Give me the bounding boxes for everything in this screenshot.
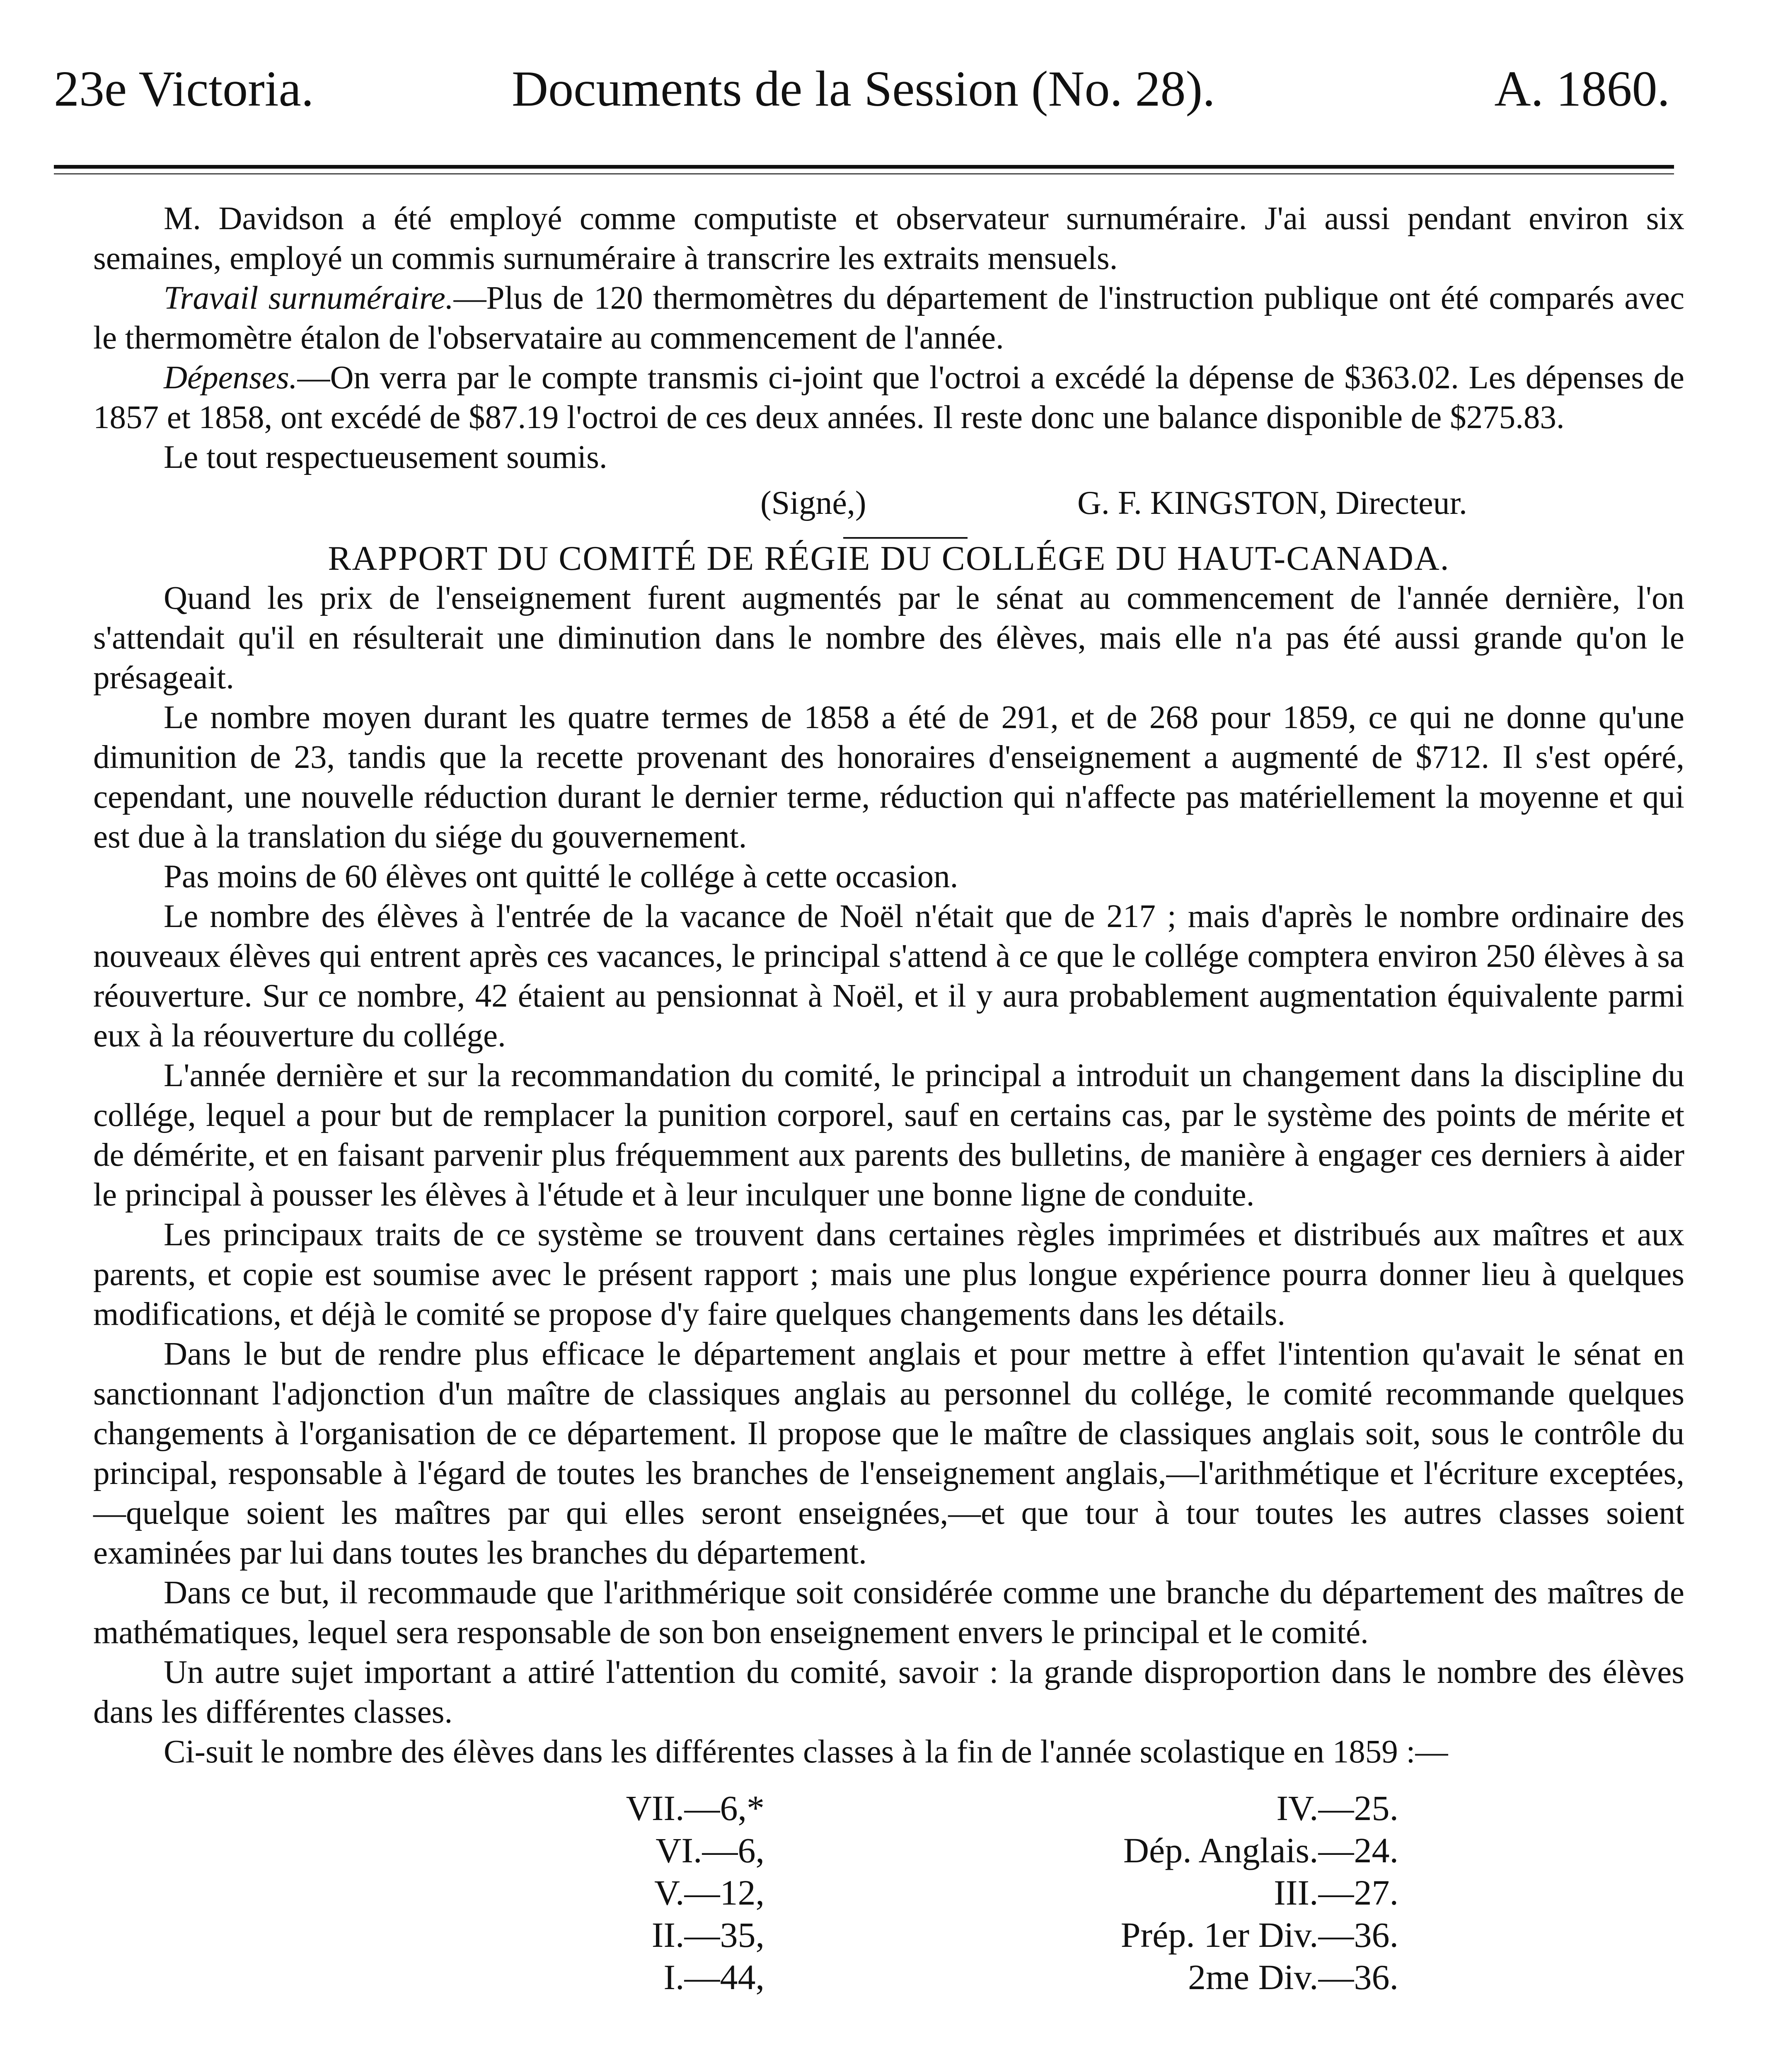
paragraph: M. Davidson a été employé comme computiste et observateur surnuméraire. J'ai aussi pendant environ six semaines, employé un commis surnuméraire à transcrire les extraits mensuels. xyxy=(93,201,1684,276)
class-count: IV.—25. xyxy=(1276,1788,1398,1828)
depenses-title: Dépenses. xyxy=(164,360,298,396)
report-paragraph: Dans le but de rendre plus efficace le département anglais et pour mettre à effet l'intention qu'avait le sénat en sanctionnant l'adjonction d'un maître de classiques anglais au personnel du collége, le comité recommande quelques changements à l'organisation de ce département. Il propose que le maître de classiques anglais soit, sous le contrôle du principal, responsable à l'égard de toutes les branches de l'enseignement anglais,—l'arithmétique et l'écriture exceptées,—quelque soient les maîtres par qui elles seront enseignées,—et que tour à tour toutes les autres classes soient examinées par lui dans toutes les branches du département. xyxy=(93,1336,1684,1571)
class-count: VII.—6,* xyxy=(626,1788,764,1828)
report-paragraph: Ci-suit le nombre des élèves dans les différentes classes à la fin de l'année scolastique en 1859 :— xyxy=(164,1734,1448,1770)
report-paragraph: Les principaux traits de ce système se trouvent dans certaines règles imprimées et distribués aux maîtres et aux parents, et copie est soumise avec le présent rapport ; mais une plus longue expérience pourra donner lieu à quelques modifications, et déjà le comité se propose d'y faire quelques changements dans les détails. xyxy=(93,1217,1684,1332)
header-right: A. 1860. xyxy=(1494,61,1670,117)
signature-name: G. F. KINGSTON, Directeur. xyxy=(1077,485,1467,521)
report-paragraph: Pas moins de 60 élèves ont quitté le collége à cette occasion. xyxy=(164,859,958,895)
report-paragraph: Le nombre des élèves à l'entrée de la vacance de Noël n'était que de 217 ; mais d'après le nombre ordinaire des nouveaux élèves qui entrent après ces vacances, le principal s'attend à ce que le collége comptera environ 250 élèves à sa réouverture. Sur ce nombre, 42 étaient au pensionnat à Noël, et il y aura probablement augmentation équivalente parmi eux à la réouverture du collége. xyxy=(93,898,1684,1054)
class-counts-left xyxy=(516,1787,764,1998)
class-count: I.—44, xyxy=(663,1957,764,1997)
header-left: 23e Victoria. xyxy=(54,61,314,117)
running-header xyxy=(54,58,1670,120)
report-paragraph: Le nombre moyen durant les quatre termes de 1858 a été de 291, et de 268 pour 1859, ce qui ne donne qu'une dimunition de 23, tandis que la recette provenant des honoraires d'enseignement a augmenté de $712. Il s'est opéré, cependant, une nouvelle réduction durant le dernier terme, réduction qui n'affecte pas matériellement la moyenne et qui est due à la translation du siége du gouvernement. xyxy=(93,700,1684,855)
section-title: RAPPORT DU COMITÉ DE RÉGIE DU COLLÉGE DU HAUT-CANADA. xyxy=(328,539,1450,578)
paragraph-travail xyxy=(93,278,1684,358)
class-count: II.—35, xyxy=(651,1915,764,1955)
class-counts xyxy=(93,1787,1684,2002)
report-paragraph: Un autre sujet important a attiré l'attention du comité, savoir : la grande disproportion dans le nombre des élèves dans les différentes classes. xyxy=(93,1654,1684,1730)
class-counts-right xyxy=(901,1787,1398,1998)
class-count: VI.—6, xyxy=(656,1830,764,1870)
report-paragraph: Dans ce but, il recommaude que l'arithmérique soit considérée comme une branche du département des maîtres de mathématiques, lequel sera responsable de son bon enseignement envers le principal et le comité. xyxy=(93,1575,1684,1651)
signature-signed: (Signé,) xyxy=(760,485,866,521)
document-body xyxy=(93,199,1684,2002)
depenses-text: —On verra par le compte transmis ci-joint que l'octroi a excédé la dépense de $363.02. Les dépenses de 1857 et 1858, ont excédé de $87.19 l'octroi de ces deux années. Il reste donc une balance disponible de $275.83. xyxy=(93,360,1684,436)
signature-block xyxy=(93,483,1684,525)
class-count: Dép. Anglais.—24. xyxy=(1123,1830,1398,1870)
closing-line: Le tout respectueusement soumis. xyxy=(164,439,607,475)
class-count: V.—12, xyxy=(654,1873,764,1912)
report-paragraph: Quand les prix de l'enseignement furent augmentés par le sénat au commencement de l'année dernière, l'on s'attendait qu'il en résulterait une diminution dans le nombre des élèves, mais elle n'a pas été aussi grande qu'on le présageait. xyxy=(93,580,1684,696)
travail-text: —Plus de 120 thermomètres du département de l'instruction publique ont été comparés avec le thermomètre étalon de l'observataire au commencement de l'année. xyxy=(93,280,1685,356)
header-rule xyxy=(54,165,1674,169)
header-center: Documents de la Session (No. 28). xyxy=(512,61,1215,117)
paragraph-depenses xyxy=(93,358,1684,438)
report-paragraph: L'année dernière et sur la recommandation du comité, le principal a introduit un changement dans la discipline du collége, lequel a pour but de remplacer la punition corporel, sauf en certains cas, par le système des points de mérite et de démérite, et en faisant parvenir plus fréquemment aux parents des bulletins, de manière à engager ces derniers à aider le principal à pousser les élèves à l'étude et à leur inculquer une bonne ligne de conduite. xyxy=(93,1058,1684,1213)
class-count: Prép. 1er Div.—36. xyxy=(1120,1915,1398,1955)
class-count: III.—27. xyxy=(1274,1873,1398,1912)
header-rule-thin xyxy=(54,173,1674,174)
class-count: 2me Div.—36. xyxy=(1188,1957,1398,1997)
travail-title: Travail surnuméraire. xyxy=(164,280,454,316)
